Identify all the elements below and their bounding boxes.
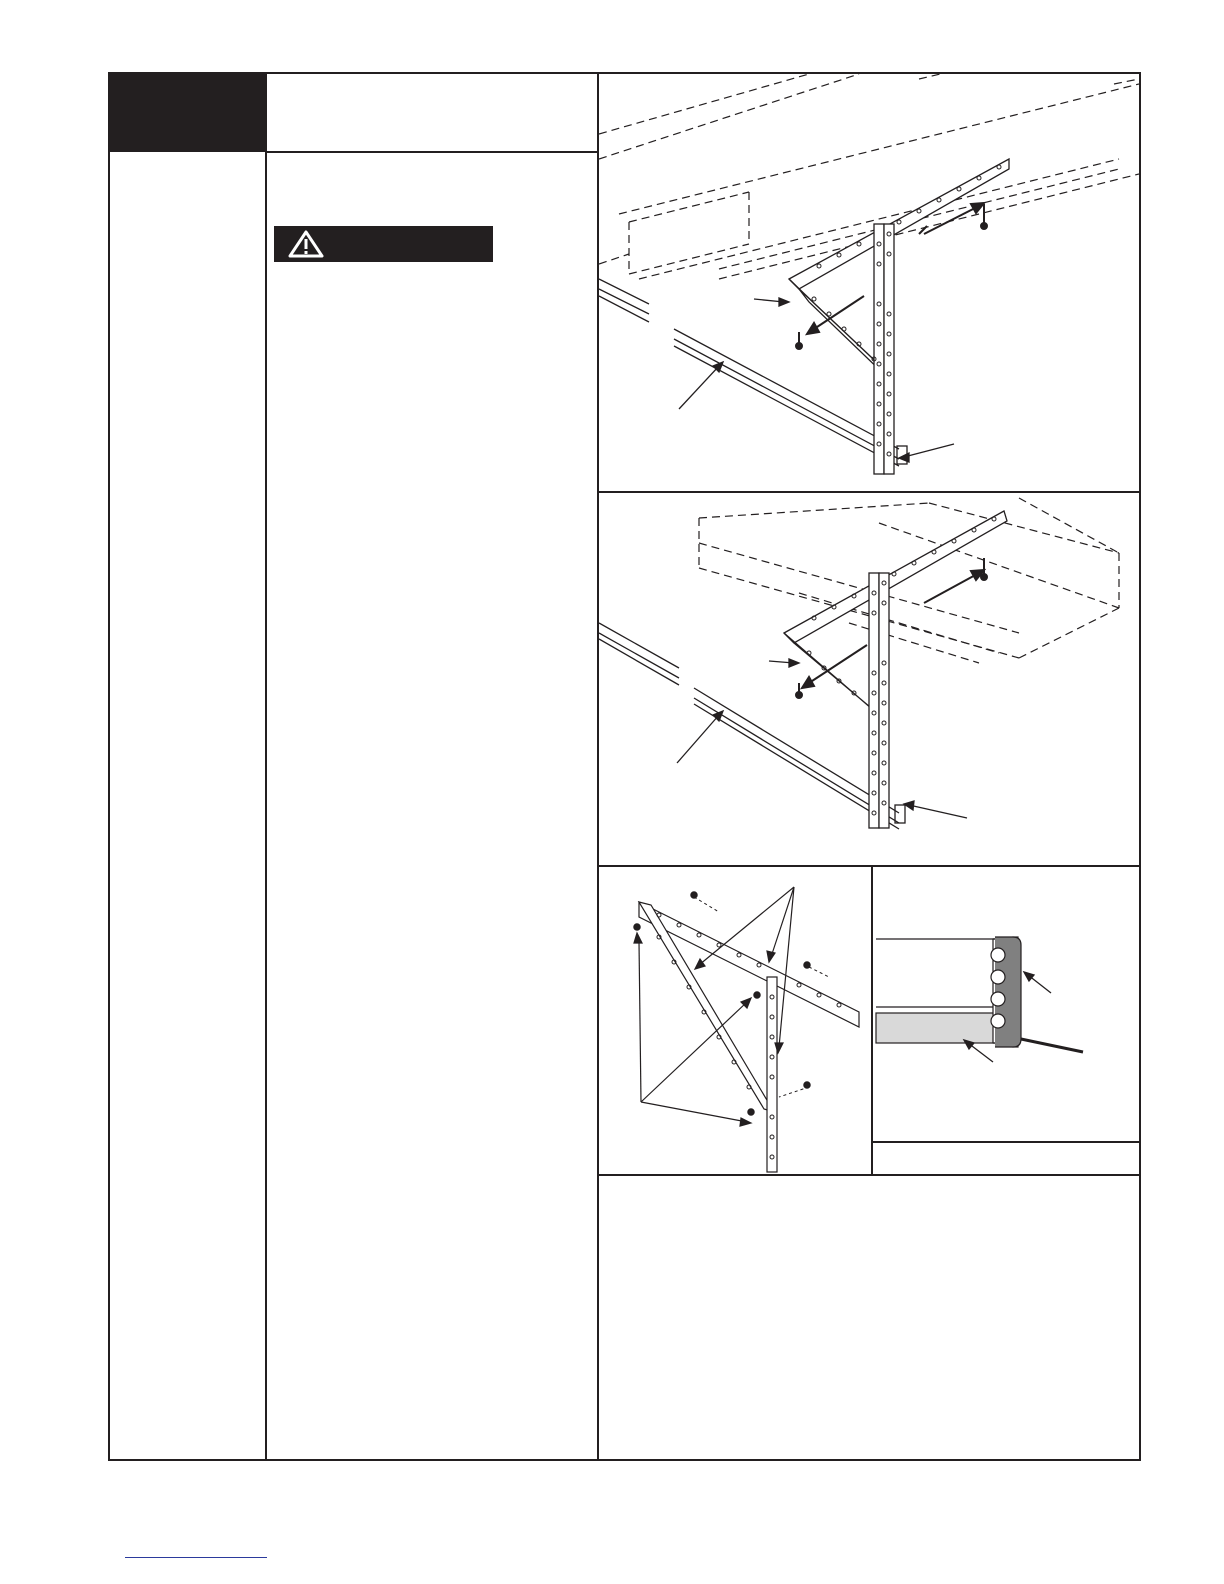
figure-bracket-detail bbox=[599, 867, 871, 1174]
step-header-box bbox=[108, 72, 267, 152]
divider-header-row bbox=[265, 151, 598, 153]
warning-banner bbox=[274, 226, 493, 262]
figure-top bbox=[599, 74, 1139, 491]
divider-left-column bbox=[265, 72, 267, 1461]
footer-link-underline[interactable] bbox=[125, 1557, 267, 1558]
figure-rail-detail bbox=[873, 867, 1139, 1141]
divider-figure-3 bbox=[597, 1174, 1141, 1176]
warning-triangle-icon bbox=[288, 230, 324, 258]
divider-figure-4-caption bbox=[871, 1141, 1141, 1143]
figure-middle bbox=[599, 493, 1139, 865]
